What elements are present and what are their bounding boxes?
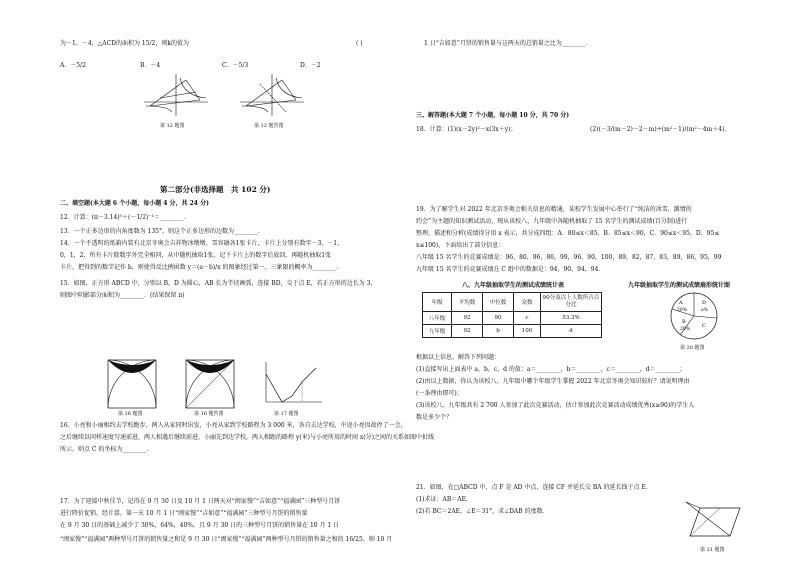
table-header-mean: 平均数	[452, 293, 483, 312]
score-stats-table	[422, 292, 602, 338]
table-cell: 90	[483, 312, 514, 325]
q11-stem: 为－1，－4，△ACD的面积为 15/2，则k的值为	[60, 40, 190, 47]
table-row	[423, 325, 602, 338]
q19-line-3: 整理，描述和分析(成绩得分用 x 表示，共分成四组：A．80≤x＜85，B．85≤x＜90，C．90≤x＜95，D．95≤	[416, 230, 720, 237]
q20-line-3: (2)若 BC＝2AE，∠E＝31°，求∠DAB 的度数．	[416, 508, 549, 515]
q11-answer-figure-caption: 第 12 题答图	[254, 123, 284, 129]
q16-line-3: 所示，则点 C 的坐标为________．	[60, 446, 153, 453]
q17-line-3: 在 9 月 30 日的基础上减少了 30%，64%，40%，且 9 月 30 日的三种型号月饼的销售量在 10 月 1 日	[60, 522, 340, 529]
q15-figure-caption: 第 16 题图	[118, 411, 143, 417]
q11-answer-figure	[236, 72, 306, 116]
pie-label-b: B	[682, 319, 686, 325]
q11-figure-caption: 第 12 题图	[160, 123, 185, 129]
table-header-row	[423, 293, 602, 312]
table-header-mode: 众数	[514, 293, 541, 312]
q19-answer-line-1: 根据以上信息，解答下列问题：	[416, 354, 501, 361]
q11-figure	[140, 72, 210, 116]
q19-line-1: 19．为了解学生对 2022 年北京冬奥会相关信息的精通，某校学生发展中心举行了“纯洁的冰雪，激情的	[416, 206, 692, 213]
q18-part-2: (2)(－3/(m－2)－2－m)÷(m²－1)/(m²－4m＋4)．	[590, 126, 731, 133]
grade9-pie-chart	[662, 290, 726, 342]
table-cell: 53.3%	[541, 312, 602, 325]
grade8-scores: 八年级 15 名学生的竞赛成绩是：96，80，96，86，99，96，90，100，89，82，87，83，89，86，95，99	[416, 254, 722, 261]
q11-option-d: D．－2	[300, 62, 321, 69]
q19-line-2: 约会”为主题的知识测试活动，现从该校八、九年级中各随机抽取了 15 名学生的测试成绩(百分制)进行	[416, 218, 688, 225]
q19-answer-line-2: (1)直接写出上面表中 a，b，c，d 的值：a＝________，b＝________，c＝________，d＝________；	[416, 366, 686, 373]
q13-text: 13．一个正多边形的内角度数为 135°，则这个正多边形的边数为________．	[60, 228, 264, 235]
q20-line-2: (1)求证：AB＝AE．	[416, 496, 472, 503]
q19-answer-line-3: (2)由以上数据，你认为该校八、九年级中哪个年级学生掌握 2022 年北京冬奥会知识较好？请说明理由	[416, 378, 690, 385]
q19-answer-line-5: (3)该校八、九年级共有 2 700 人参加了此次竞赛活动，估计参加此次竞赛活动成绩优秀(x≥90)的学生人	[416, 402, 695, 409]
q11-option-b: B．－4	[140, 62, 161, 69]
q11-answer-paren: ( )	[356, 40, 363, 47]
pie-chart-title: 九年级抽取学生的测试成绩扇形统计图	[628, 282, 731, 289]
q16-figure-caption: 第 17 题图	[274, 411, 299, 417]
part2-title: 第二部分(非选择题 共 102 分)	[160, 185, 271, 194]
grade9-scores: 九年级 15 名学生的竞赛成绩在 C 组中的数据是：94，90，94，94．	[416, 266, 605, 273]
q15-answer-figure-caption: 第 16 题答图	[194, 411, 224, 417]
pie-pct-d: a%	[701, 308, 708, 313]
q12-text: 12．计算：(π－3.14)⁰＋(－1/2)⁻¹＝________．	[60, 214, 190, 221]
table-header-grade: 年级	[423, 293, 452, 312]
table-cell: 九年级	[423, 325, 452, 338]
pie-label-a: A	[679, 300, 683, 306]
q16-distance-graph	[262, 360, 324, 408]
pie-pct-b: 20%	[680, 327, 691, 332]
q17-continuation: 1 日“吉如意”月饼的销售量与这两天的总销量之比为________．	[424, 40, 592, 47]
pie-label-d: D	[702, 300, 707, 306]
table-cell: 八年级	[423, 312, 452, 325]
q19-answer-line-4: (一条理由即可)；	[416, 390, 463, 397]
table-cell: 92	[452, 325, 483, 338]
section2-heading: 二、填空题(本大题 6 个小题，每小题 4 分，共 24 分)	[60, 200, 209, 207]
q20-parallelogram-figure	[682, 500, 746, 544]
q17-line-2: 进行降价促销，经计算，第一天 10 月 1 日“闽家慢”“吉如意”“福满园”三种型号月饼的销售量	[60, 510, 308, 517]
pie-caption: 第 20 题图	[680, 345, 705, 351]
q14-line-3: 卡片，把得到的数字记作 b，则使得反比例函数 y＝(a－b)/x 的图象经过第一、三象限的概率为________．	[60, 264, 343, 271]
q14-line-1: 14．一个不透明的纸箱内装有北京冬奥会吉祥物冰墩墩、雪容融各1张卡片，卡片上分别有数字－3，－1，	[60, 240, 344, 247]
pie-pct-a: 20%	[677, 308, 688, 313]
q20-figure-caption: 第 21 题图	[700, 547, 725, 553]
q17-line-1: 17．为了迎接中秋佳节，记得在 9 月 30 日及 10 月 1 日两天对“闽家慢”“吉如意”“福满园”三种型号月饼	[60, 498, 341, 505]
q15-answer-figure	[182, 356, 238, 412]
q11-option-c: C．－5/3	[222, 62, 249, 69]
table-cell: c	[514, 312, 541, 325]
table-cell: 100	[514, 325, 541, 338]
q17-line-4: “闽家慢”“福满园”两种型号月饼的销售量之和是 9 月 30 日“闽家慢”“福满园”两种型号月饼的销售量之和的 16/25，则 10 月	[60, 536, 393, 543]
q20-line-1: 21．如图，在□ABCD 中，点 F 是 AD 中点，连接 CF 并延长交 BA 的延长线于点 E．	[416, 484, 652, 491]
section3-heading: 三、解答题(本大题 7 个小题，每小题 10 分，共 70 分)	[416, 112, 570, 119]
q11-option-a: A．－5/2	[60, 62, 86, 69]
table-cell: d	[541, 325, 602, 338]
q18-part-1: 18．计算：(1)(x－2y)²－x(3x＋y)；	[416, 126, 517, 133]
q15-square-figure	[104, 356, 160, 412]
q19-line-4: x≤100)，下面给出了部分信息：	[416, 242, 505, 249]
q19-answer-line-6: 数是多少个？	[416, 414, 453, 421]
q16-line-1: 16．小亮和小丽相约去学校跑步，两人从家同时出发，小亮从家到学校路程为 3 000 米，各自去达学校，中途小亮因故停了一会，	[60, 422, 407, 429]
q14-line-2: 0，1，2，所有卡片除数字外完全相同，从中随机抽取1张，记下卡片上的数字后放回，再随机抽取1张	[60, 252, 332, 259]
table-cell: b	[483, 325, 514, 338]
table-cell: 92	[452, 312, 483, 325]
q15-line-2: 则图中阴影部分面积为________．(结果保留 π)	[60, 292, 185, 299]
table-row	[423, 312, 602, 325]
q16-line-2: 之后继续以同样速度匀速前进，两人相遇后继续前进，小丽先到达学校，两人相距的路程 y(米)与小亮所用的时间 x(分)之间的关系如图中折线	[60, 434, 434, 441]
table-header-percent: 90分及以上人数所占百分比	[541, 293, 602, 312]
q15-line-1: 15．如图，正方形 ABCD 中，分别以 B，D 为圆心，AB 长为半径画弧，连接 BD，交于点 E，若正方形的边长为 3，	[60, 280, 377, 287]
table-title: 八、九年级抽取学生的测试成绩统计表	[462, 282, 565, 289]
table-header-median: 中位数	[483, 293, 514, 312]
pie-label-c: C	[702, 323, 706, 329]
